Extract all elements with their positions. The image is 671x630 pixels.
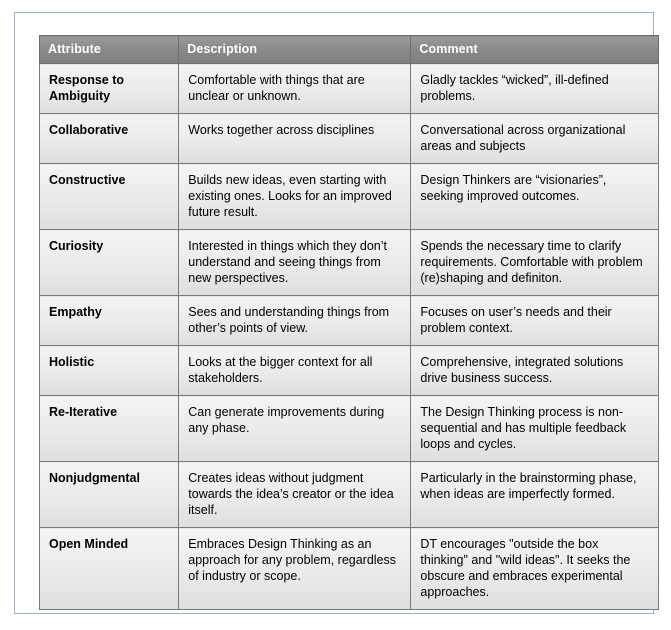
cell-attribute: Empathy bbox=[40, 296, 179, 346]
cell-description: Builds new ideas, even starting with existing ones. Looks for an improved future result. bbox=[179, 164, 411, 230]
attributes-table-container bbox=[39, 35, 659, 610]
attributes-table bbox=[39, 35, 659, 610]
table-row bbox=[40, 114, 659, 164]
cell-description: Embraces Design Thinking as an approach for any problem, regardless of industry or scope. bbox=[179, 528, 411, 610]
cell-description: Creates ideas without judgment towards the idea’s creator or the idea itself. bbox=[179, 462, 411, 528]
cell-comment: Conversational across organizational areas and subjects bbox=[411, 114, 659, 164]
cell-description: Interested in things which they don’t understand and seeing things from new perspectives. bbox=[179, 230, 411, 296]
cell-description: Sees and understanding things from other’s points of view. bbox=[179, 296, 411, 346]
column-header-attribute: Attribute bbox=[40, 36, 179, 64]
document-frame bbox=[14, 12, 654, 614]
column-header-description: Description bbox=[179, 36, 411, 64]
cell-comment: Focuses on user’s needs and their problem context. bbox=[411, 296, 659, 346]
cell-attribute: Holistic bbox=[40, 346, 179, 396]
cell-attribute: Open Minded bbox=[40, 528, 179, 610]
cell-description: Can generate improvements during any phase. bbox=[179, 396, 411, 462]
cell-comment: Comprehensive, integrated solutions drive business success. bbox=[411, 346, 659, 396]
column-header-comment: Comment bbox=[411, 36, 659, 64]
cell-description: Looks at the bigger context for all stakeholders. bbox=[179, 346, 411, 396]
table-row bbox=[40, 164, 659, 230]
table-row bbox=[40, 230, 659, 296]
cell-comment: Design Thinkers are “visionaries”, seeking improved outcomes. bbox=[411, 164, 659, 230]
cell-attribute: Curiosity bbox=[40, 230, 179, 296]
table-row bbox=[40, 528, 659, 610]
table-body bbox=[40, 64, 659, 610]
cell-comment: Particularly in the brainstorming phase, when ideas are imperfectly formed. bbox=[411, 462, 659, 528]
cell-attribute: Nonjudgmental bbox=[40, 462, 179, 528]
cell-attribute: Collaborative bbox=[40, 114, 179, 164]
cell-description: Works together across disciplines bbox=[179, 114, 411, 164]
cell-attribute: Response to Ambiguity bbox=[40, 64, 179, 114]
cell-comment: The Design Thinking process is non-sequential and has multiple feedback loops and cycles. bbox=[411, 396, 659, 462]
cell-comment: Gladly tackles “wicked”, ill-defined problems. bbox=[411, 64, 659, 114]
table-row bbox=[40, 462, 659, 528]
table-header-row bbox=[40, 36, 659, 64]
cell-attribute: Re-Iterative bbox=[40, 396, 179, 462]
cell-attribute: Constructive bbox=[40, 164, 179, 230]
table-row bbox=[40, 296, 659, 346]
cell-description: Comfortable with things that are unclear or unknown. bbox=[179, 64, 411, 114]
table-row bbox=[40, 64, 659, 114]
cell-comment: Spends the necessary time to clarify requirements. Comfortable with problem (re)shaping and definiton. bbox=[411, 230, 659, 296]
table-header bbox=[40, 36, 659, 64]
table-row bbox=[40, 396, 659, 462]
table-row bbox=[40, 346, 659, 396]
cell-comment: DT encourages "outside the box thinking" and "wild ideas". It seeks the obscure and embraces experimental approaches. bbox=[411, 528, 659, 610]
